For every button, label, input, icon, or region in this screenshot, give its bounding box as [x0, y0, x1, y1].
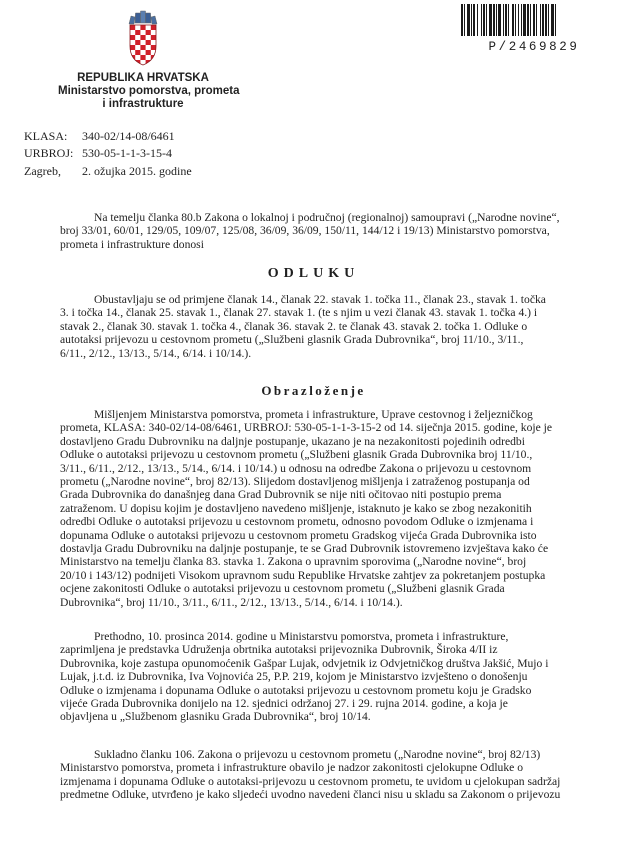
date: 2. ožujka 2015. godine	[82, 164, 192, 178]
text-line: Lujak, j.t.d. iz Dubrovnika, Iva Vojnovića 25, P.P. 219, kojom je Ministarstvo izvješteno o donošenju	[60, 670, 528, 684]
text-line: 3/11., 6/11., 2/12., 13/13., 5/14., 6/14. i 10/14.) u odnosu na odredbe Zakona o prijevozu u cestovnom	[60, 461, 532, 475]
text-line: zaprimljena je predstavka Udruženja obrtnika autotaksi prijevoznika Dubrovnik, Široka 4/II iz	[60, 643, 498, 657]
intro-paragraph	[60, 211, 598, 251]
text-line: autotaksi prijevozu u cestovnom prometu („Službeni glasnik Grada Dubrovnika“, broj 11/10., 3/11.,	[60, 333, 524, 347]
klasa-label: KLASA:	[24, 129, 68, 143]
decision-title: ODLUKU	[267, 266, 360, 281]
text-line: predmetne Odluke, utvrđeno je kako sljedeći uvodno navedeni članci nisu u skladu sa Zakonom o prijevozu	[60, 788, 561, 802]
ministry-header	[58, 72, 240, 111]
barcode-bars-icon	[459, 4, 609, 36]
text-line: izmjenama i dopunama Odluke o autotaksi-prijevozu u cestovnom prometu, te uvidom u cjelokupan sadržaj	[60, 774, 561, 788]
reasoning-paragraph-3	[60, 748, 598, 802]
text-line: Prethodno, 10. prosinca 2014. godine u Ministarstvu pomorstva, prometa i infrastrukture,	[94, 630, 509, 643]
text-line: Na temelju članka 80.b Zakona o lokalnoj i područnoj (regionalnoj) samoupravi („Narodne novine“,	[94, 211, 560, 224]
klasa-value: 340-02/14-08/6461	[82, 129, 175, 143]
text-line: broj 33/01, 60/01, 129/05, 109/07, 125/08, 36/09, 36/09, 150/11, 144/12 i 19/13) Ministarstvo pomorstva,	[60, 224, 550, 238]
text-line: 3. i točka 14., članak 25. stavak 1., članak 27. stavak 1. (te s njim u vezi članak 43. stavak 1. točka 4.) i	[60, 306, 538, 320]
text-line: Grada Dubrovnika do današnjeg dana Grad Dubrovnik se nije niti očitovao niti postupio prema	[60, 488, 502, 502]
barcode-number: P/2469829	[488, 40, 580, 54]
urbroj-value: 530-05-1-1-3-15-4	[82, 146, 172, 160]
republic-name: REPUBLIKA HRVATSKA	[77, 72, 209, 84]
date-line	[24, 164, 192, 178]
text-line: Obustavljaju se od primjene članak 14., članak 22. stavak 1. točka 11., članak 23., stavak 1. točka	[94, 293, 546, 306]
text-line: dopunama Odluke o autotaksi prijevozu u cestovnom prometu Gradskog vijeća Grada Dubrovnika isto	[60, 528, 537, 542]
ministry-name-cont: i infrastrukture	[102, 98, 184, 110]
text-line: Dubrovnika“, broj 11/10., 3/11., 6/11., 2/12., 13/13., 5/14., 6/14. i 10/14.).	[60, 595, 403, 609]
text-line: Odluke o izmjenama i dopunama Odluke o autotaksi prijevozu u cestovnom prometu koju je Gradsko	[60, 683, 532, 697]
text-line: 6/11., 2/12., 13/13., 5/14., 6/14. i 10/14.).	[60, 346, 252, 360]
reasoning-title: Obrazloženje	[261, 383, 366, 398]
text-line: dostavlja Gradu Dubrovniku na daljnje postupanje, te se Grad Dubrovnik istovremeno izvještava kako će	[60, 542, 549, 556]
text-line: Ministarstvo na temelju članka 83. stavka 1. Zakona o upravnim sporovima („Narodne novine“, broj	[60, 555, 527, 569]
text-line: objavljena u „Službenom glasniku Grada Dubrovnika“, broj 10/14.	[60, 710, 371, 724]
decision-paragraph	[60, 293, 598, 360]
text-line: stavak 2., članak 30. stavak 1. točka 4., članak 36. stavak 2. te članak 43. stavak 2. točka 1. Odluke o	[60, 319, 528, 333]
klasa-line	[24, 129, 175, 143]
urbroj-line	[24, 146, 172, 160]
text-line: Mišljenjem Ministarstva pomorstva, prometa i infrastrukture, Uprave cestovnog i željezničkog	[94, 408, 533, 421]
reasoning-paragraph-2	[60, 630, 598, 724]
text-line: Sukladno članku 106. Zakona o prijevozu u cestovnom prometu („Narodne novine“, broj 82/13)	[94, 748, 541, 761]
barcode	[459, 4, 609, 54]
reasoning-paragraph-1	[60, 408, 598, 609]
text-line: prometa, KLASA: 340-02/14-08/6461, URBROJ: 530-05-1-1-3-15-2 od 14. siječnja 2015. godine, koje je	[60, 421, 553, 435]
ministry-name: Ministarstvo pomorstva, prometa	[58, 85, 240, 97]
text-line: vijeće Grada Dubrovnika donijelo na 12. sjednici održanoj 27. i 29. rujna 2014. godine, a koja je	[60, 697, 508, 711]
urbroj-label: URBROJ:	[24, 146, 74, 160]
text-line: Ministarstvo pomorstva, prometa i infrastrukture obavilo je nadzor zakonitosti cjelokupne Odluke o	[60, 761, 523, 775]
text-line: zatraženom. U dopisu kojim je dostavljeno navedeno mišljenje, istaknuto je kako se zbog nezakonitih	[60, 501, 532, 515]
place: Zagreb,	[24, 164, 61, 178]
text-line: Dubrovnika, koje zastupa opunomoćenik Gašpar Lujak, odvjetnik iz Odvjetničkog društva Jakšić, Mujo i	[60, 656, 549, 670]
text-line: dostavljeno Gradu Dubrovniku na daljnje postupanje, ukazano je na nezakonitosti pojedinih odredbi	[60, 434, 525, 448]
coat-of-arms-icon	[128, 8, 158, 66]
text-line: ocjene zakonitosti Odluke o autotaksi prijevozu u cestovnom prometu („Službeni glasnik Grada	[60, 582, 505, 596]
text-line: prometu („Narodne novine“, broj 82/13). Slijedom dostavljenog mišljenja i zatraženog postupanja od	[60, 475, 530, 489]
text-line: Odluke o autotaksi prijevozu u cestovnom prometu („Službeni glasnik Grada Dubrovnika broj 11/10.,	[60, 448, 533, 462]
text-line: prometa i infrastrukture donosi	[60, 237, 204, 251]
text-line: odredbi Odluke o autotaksi prijevozu u cestovnom prometu, odnosno povodom Odluke o izmjenama i	[60, 515, 534, 529]
text-line: 20/10 i 143/12) podnijeti Visokom upravnom sudu Republike Hrvatske zahtjev za pokretanjem postupka	[60, 568, 546, 582]
